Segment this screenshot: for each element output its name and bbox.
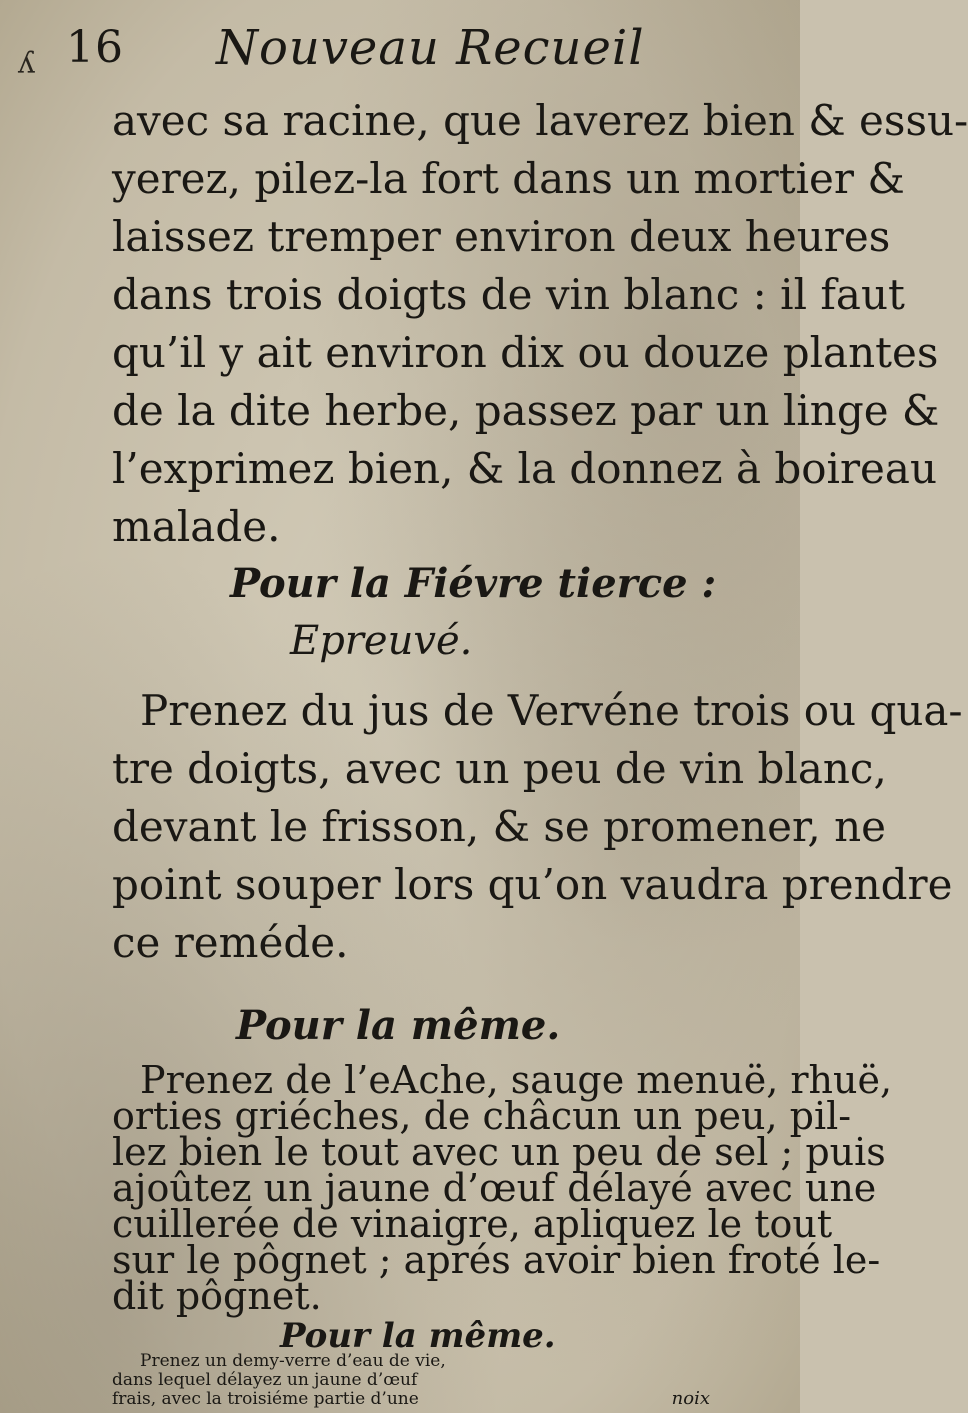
text-line: dit pôgnet. bbox=[112, 1274, 322, 1318]
catchword: noix bbox=[671, 1388, 710, 1409]
section-2-text bbox=[112, 682, 963, 972]
text-line: Prenez un demy-verre d’eau de vie, bbox=[140, 1351, 446, 1371]
text-line: dans lequel délayez un jaune d’œuf bbox=[112, 1370, 418, 1390]
section-2-heading: Pour la Fiévre tierce : bbox=[230, 560, 717, 607]
section-4-heading: Pour la même. bbox=[280, 1316, 556, 1356]
section-2-subheading: Epreuvé. bbox=[290, 618, 473, 664]
text-line: tre doigts, avec un peu de vin blanc, bbox=[112, 744, 887, 793]
text-line: avec sa racine, que laverez bien & essu- bbox=[112, 96, 968, 145]
text-line: sur le pôgnet ; aprés avoir bien froté le- bbox=[112, 1238, 881, 1282]
text-line: Prenez du jus de Vervéne trois ou qua- bbox=[140, 686, 963, 735]
page-header bbox=[66, 20, 766, 80]
text-line: laissez tremper environ deux heures bbox=[112, 212, 891, 261]
text-line: point souper lors qu’on vaudra prendre bbox=[112, 860, 953, 909]
running-title: Nouveau Recueil bbox=[216, 20, 645, 76]
text-line: orties griéches, de châcun un peu, pil- bbox=[112, 1094, 852, 1138]
text-line: dans trois doigts de vin blanc : il faut bbox=[112, 270, 905, 319]
section-3-heading: Pour la même. bbox=[236, 1002, 561, 1049]
text-line: l’exprimez bien, & la donnez à boireau bbox=[112, 444, 937, 493]
text-line: Prenez de l’eAche, sauge menuë, rhuë, bbox=[140, 1058, 893, 1102]
text-line: devant le frisson, & se promener, ne bbox=[112, 802, 887, 851]
section-3-lines bbox=[112, 1058, 893, 1318]
text-line: ajoûtez un jaune d’œuf délayé avec une bbox=[112, 1166, 877, 1210]
text-line: cuillerée de vinaigre, apliquez le tout bbox=[112, 1202, 833, 1246]
margin-mark: ʎ bbox=[18, 46, 35, 81]
text-line: malade. bbox=[112, 502, 281, 551]
text-line: yerez, pilez-la fort dans un mortier & bbox=[112, 154, 905, 203]
text-line: qu’il y ait environ dix ou douze plantes bbox=[112, 328, 939, 377]
text-line: ce reméde. bbox=[112, 918, 349, 967]
text-line: de la dite herbe, passez par un linge & bbox=[112, 386, 940, 435]
section-1-text bbox=[112, 92, 968, 556]
text-line: lez bien le tout avec un peu de sel ; puis bbox=[112, 1130, 886, 1174]
text-line: frais, avec la troisiéme partie d’une bbox=[112, 1389, 419, 1409]
page-number: 16 bbox=[66, 22, 124, 73]
